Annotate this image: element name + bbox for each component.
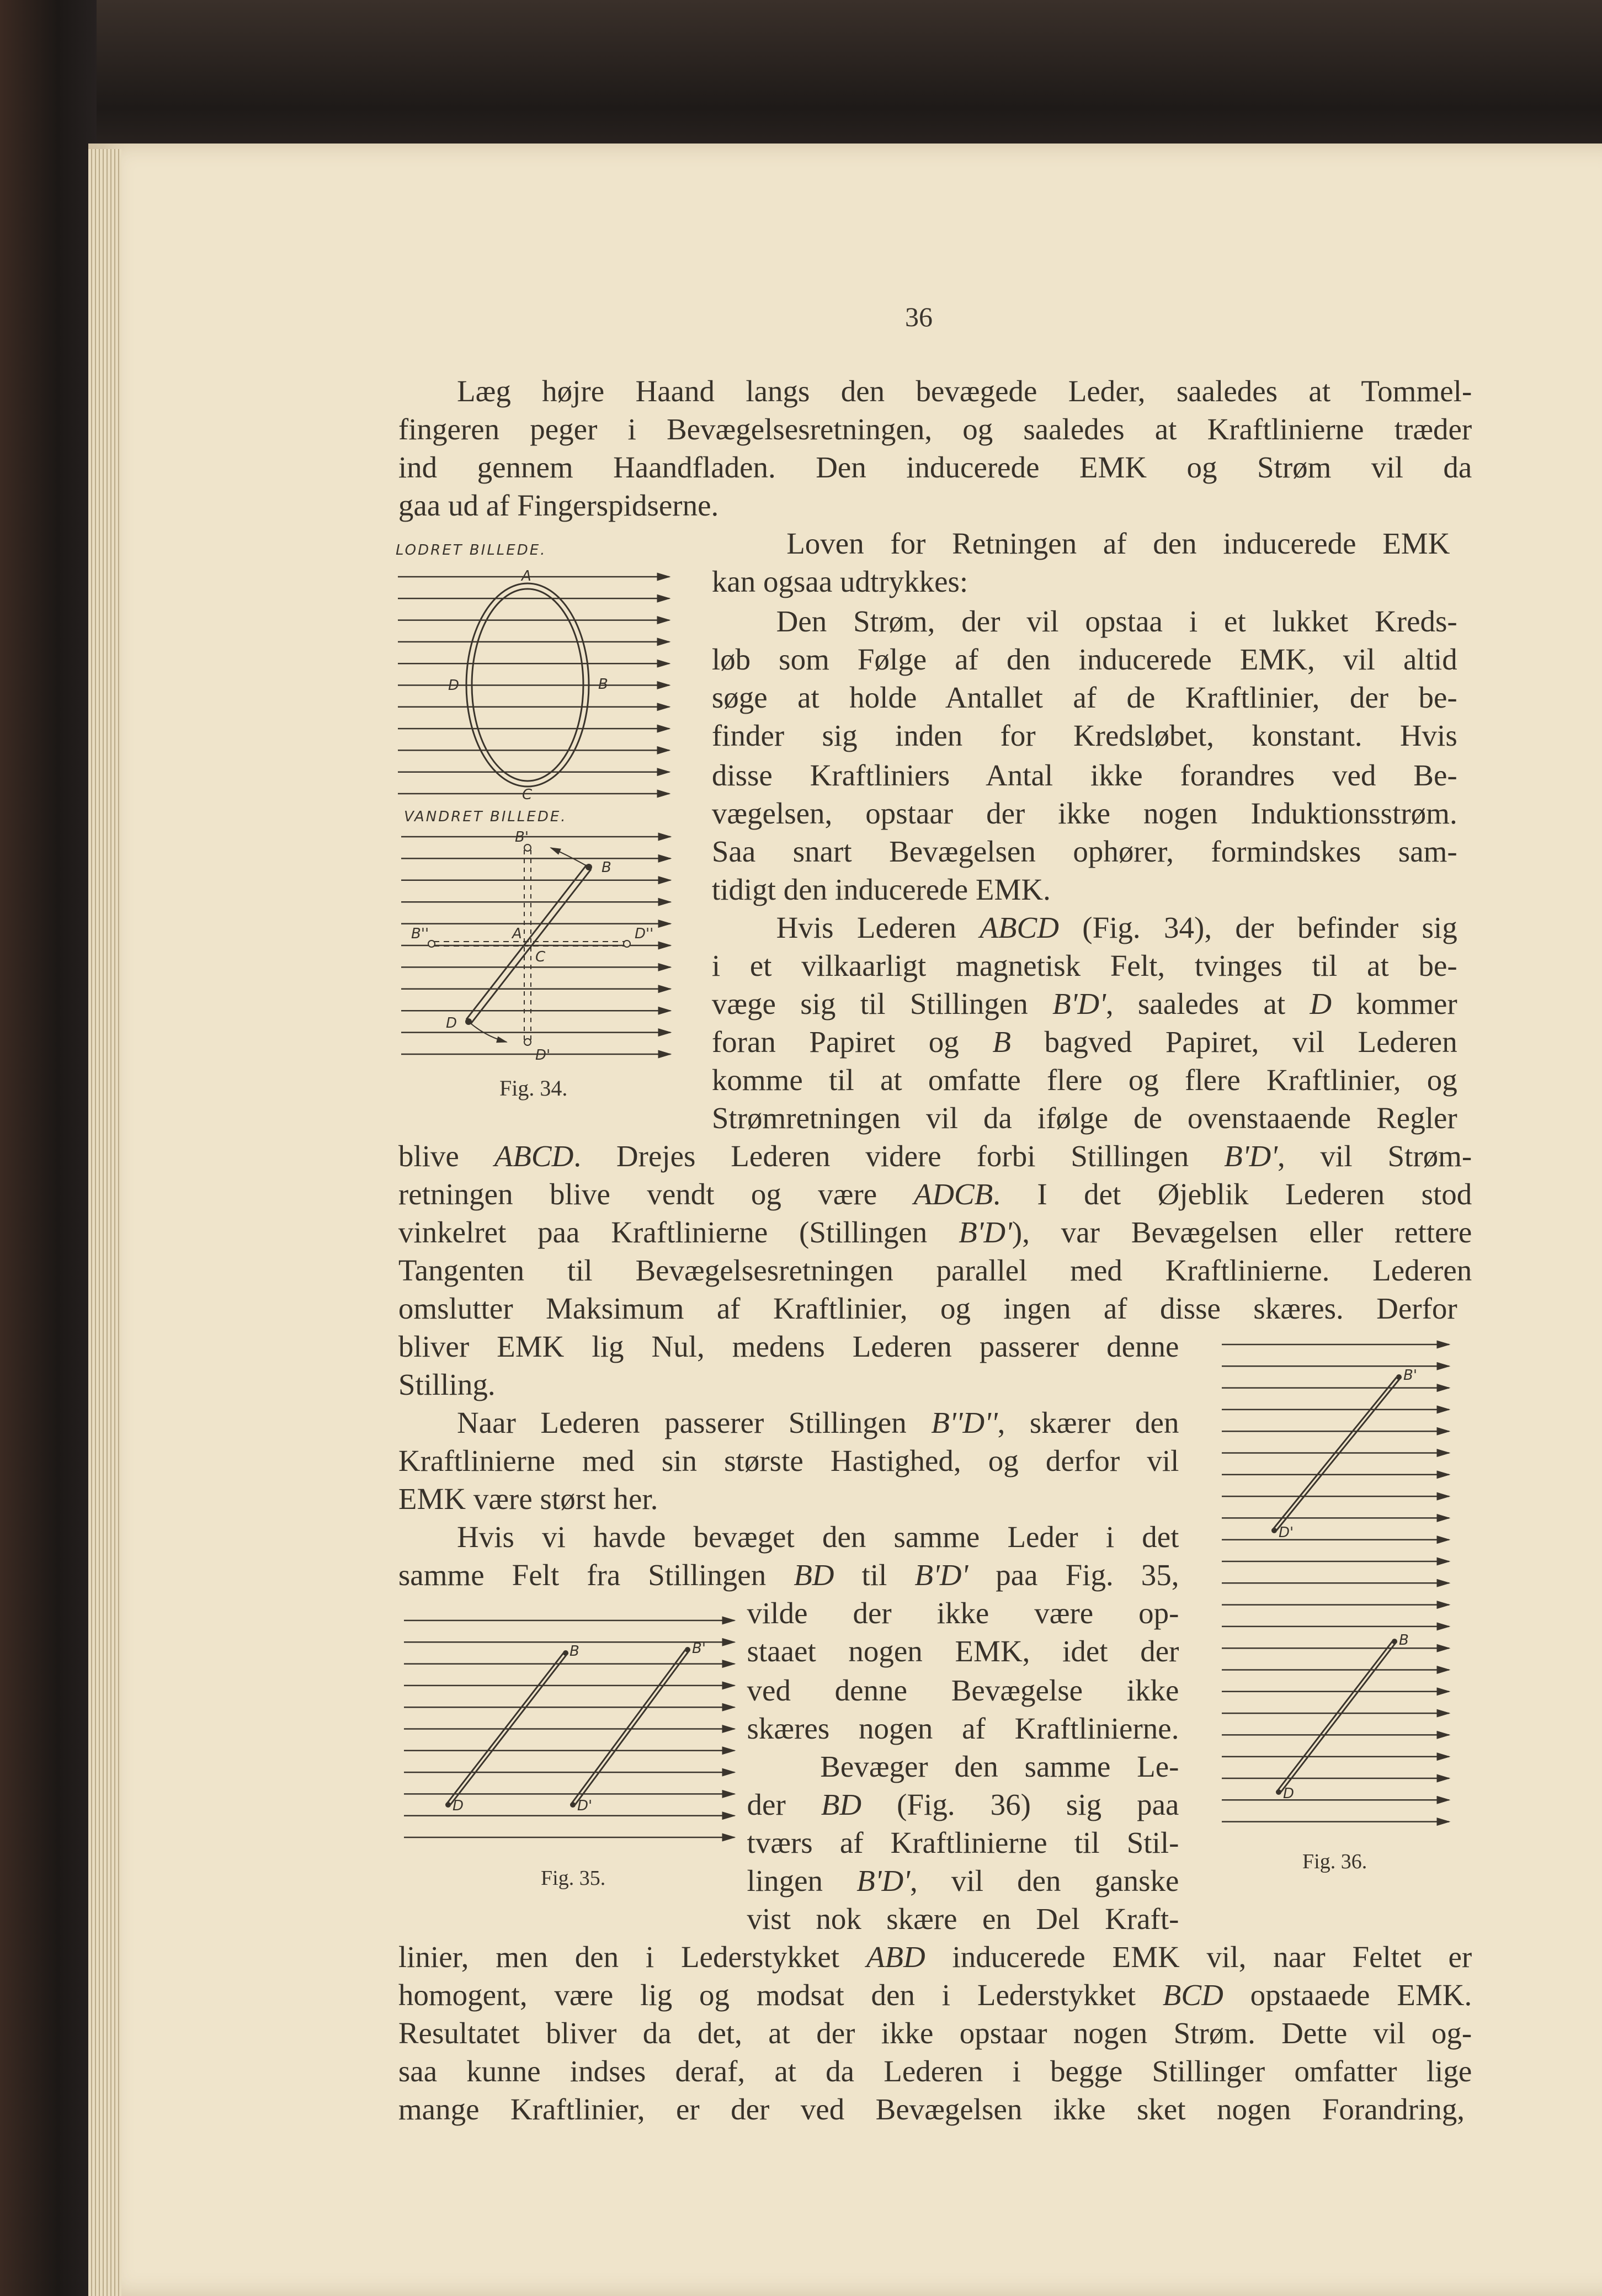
label-b-double-prime: B'' [411, 926, 429, 942]
label-d: D [446, 1015, 457, 1032]
label-b: B [570, 1643, 579, 1660]
label-b-prime: B' [515, 829, 529, 846]
label-b: B [602, 859, 611, 876]
text-run: blive [398, 1139, 494, 1173]
text-run: linier, men den i Lederstykket [398, 1940, 866, 1974]
text-run: ), var Bevægelsen eller rettere [1012, 1215, 1472, 1249]
text-run: i et vilkaarligt magnetisk Felt, tvinges til at be- [711, 948, 1457, 982]
text-run: lingen [747, 1864, 857, 1898]
text-run: Naar Lederen passerer Stillingen [457, 1405, 932, 1439]
label-d: D [1283, 1785, 1295, 1802]
text-run: (Fig. 36) sig paa [861, 1788, 1179, 1822]
text-run: inducerede EMK vil, naar Feltet er [925, 1940, 1472, 1974]
figure-36 [1222, 1344, 1449, 1873]
italic-run: D [1310, 986, 1332, 1021]
text-run: løb som Følge af den inducerede EMK, vil altid [711, 642, 1457, 676]
italic-run: B'D' [1052, 986, 1106, 1021]
text-run: kan ogsaa udtrykkes: [711, 565, 968, 599]
page-number: 36 [905, 301, 933, 332]
text-run: der [747, 1788, 821, 1822]
label-d: D [453, 1798, 464, 1814]
text-run: væge sig til Stillingen [711, 986, 1053, 1021]
italic-run: B''D'' [931, 1405, 998, 1439]
text-run: Bevæger den samme Le- [820, 1750, 1179, 1784]
text-run: paa Fig. 35, [968, 1558, 1179, 1592]
text-run: omslutter Maksimum af Kraftlinier, og ingen af disse skæres. Derfor [398, 1291, 1457, 1325]
italic-run: B'D' [959, 1215, 1012, 1249]
text-run: , vil Strøm- [1277, 1139, 1472, 1173]
text-run: Hvis vi havde bevæget den samme Leder i det [457, 1519, 1179, 1554]
text-run: mange Kraftlinier, er der ved Bevægelsen ikke sket nogen Forandring, [398, 2092, 1465, 2127]
text-run: retningen blive vendt og være [398, 1177, 914, 1211]
text-run: Den Strøm, der vil opstaa i et lukket Kreds- [776, 604, 1457, 638]
italic-run: B'D' [856, 1864, 911, 1898]
fig34-caption: Fig. 34. [499, 1076, 568, 1101]
text-run: vinkelret paa Kraftlinierne (Stillingen [398, 1215, 959, 1249]
italic-run: ADCB [913, 1177, 993, 1211]
text-run: Hvis Lederen [776, 910, 980, 944]
text-run: tværs af Kraftlinierne til Stil- [747, 1826, 1179, 1860]
italic-run: B'D' [914, 1558, 968, 1592]
label-b-prime: B' [1403, 1367, 1417, 1384]
text-run: foran Papiret og [711, 1024, 993, 1059]
italic-run: ABCD [980, 910, 1059, 944]
text-run: , saaledes at [1105, 986, 1310, 1021]
italic-run: ABCD [494, 1139, 574, 1173]
label-d: D [448, 677, 460, 694]
text-run: saa kunne indses deraf, at da Lederen i begge Stillinger omfatter lige [398, 2054, 1472, 2088]
italic-run: BD [794, 1558, 834, 1592]
fig35-caption: Fig. 35. [541, 1867, 606, 1890]
figure-35 [404, 1620, 735, 1890]
text-run: vægelsen, opstaar der ikke nogen Induktionsstrøm. [711, 796, 1457, 830]
label-b: B [1399, 1632, 1409, 1649]
text-run: bagved Papiret, vil Lederen [1010, 1024, 1457, 1059]
text-run: til [834, 1558, 915, 1592]
label-d-prime: D' [577, 1798, 593, 1814]
label-c: C [522, 786, 533, 803]
text-run: komme til at omfatte flere og flere Kraftlinier, og [711, 1062, 1457, 1097]
text-run: disse Kraftliniers Antal ikke forandres ved Be- [711, 758, 1457, 792]
fig34-title-lodret: LODRET BILLEDE. [396, 542, 547, 559]
italic-run: B'D' [1224, 1139, 1278, 1173]
text-run: Strømretningen vil da ifølge de ovenstaaende Regler [711, 1101, 1457, 1135]
italic-run: BCD [1162, 1978, 1223, 2012]
text-run: vist nok skære en Del Kraft- [747, 1902, 1179, 1936]
text-run: bliver EMK lig Nul, medens Lederen passerer denne [398, 1329, 1179, 1363]
text-run: vilde der ikke være op- [747, 1596, 1179, 1630]
label-a: A [521, 568, 531, 584]
fig36-caption: Fig. 36. [1302, 1850, 1367, 1873]
italic-run: BD [821, 1788, 862, 1822]
text-run: ved denne Bevægelse ikke [747, 1673, 1179, 1708]
text-run: samme Felt fra Stillingen [398, 1558, 794, 1592]
label-a: A [512, 926, 522, 942]
text-run: fingeren peger i Bevægelsesretningen, og saaledes at Kraftlinierne træder [398, 412, 1472, 447]
text-run: opstaaede EMK. [1223, 1978, 1472, 2012]
label-b-prime: B' [692, 1640, 706, 1657]
text-run: Stilling. [398, 1367, 496, 1401]
label-b: B [598, 676, 608, 693]
text-run: . I det Øjeblik Lederen stod [993, 1177, 1472, 1211]
text-run: . Drejes Lederen videre forbi Stillingen [573, 1139, 1225, 1173]
italic-run: B [992, 1024, 1011, 1059]
fig34-title-vandret: VANDRET BILLEDE. [404, 809, 567, 825]
text-run: skæres nogen af Kraftlinierne. [747, 1712, 1179, 1746]
text-run: Saa snart Bevægelsen ophører, formindskes sam- [711, 834, 1457, 868]
text-run: Kraftlinierne med sin største Hastighed, og derfor vil [398, 1443, 1179, 1477]
figure-34 [396, 542, 670, 1101]
text-run: , skærer den [997, 1405, 1179, 1439]
text-run: tidigt den inducerede EMK. [711, 872, 1051, 906]
label-d-prime: D' [535, 1047, 551, 1064]
text-run: , vil den ganske [910, 1864, 1179, 1898]
label-d-double-prime: D'' [635, 926, 654, 942]
text-run: Resultatet bliver da det, at der ikke opstaar nogen Strøm. Dette vil og- [398, 2016, 1472, 2050]
text-run: homogent, være lig og modsat den i Lederstykket [398, 1978, 1163, 2012]
text-run: gaa ud af Fingerspidserne. [398, 488, 719, 523]
text-run: søge at holde Antallet af de Kraftlinier, der be- [711, 680, 1457, 714]
text-run: Tangenten til Bevægelsesretningen parallel med Kraftlinierne. Lederen [398, 1253, 1472, 1287]
label-d-prime: D' [1279, 1524, 1294, 1541]
label-c: C [535, 949, 546, 965]
text-run: Loven for Retningen af den inducerede EMK [786, 527, 1450, 561]
text-run: kommer [1332, 986, 1457, 1021]
text-run: ind gennem Haandfladen. Den inducerede EMK og Strøm vil da [398, 450, 1472, 485]
text-run: EMK være størst her. [398, 1481, 658, 1516]
italic-run: ABD [866, 1940, 925, 1974]
text-run: staaet nogen EMK, idet der [747, 1634, 1179, 1668]
text-run: Læg højre Haand langs den bevægede Leder, saaledes at Tommel- [457, 374, 1472, 408]
text-run: finder sig inden for Kredsløbet, konstant. Hvis [711, 718, 1457, 752]
text-run: (Fig. 34), der befinder sig [1058, 910, 1457, 944]
